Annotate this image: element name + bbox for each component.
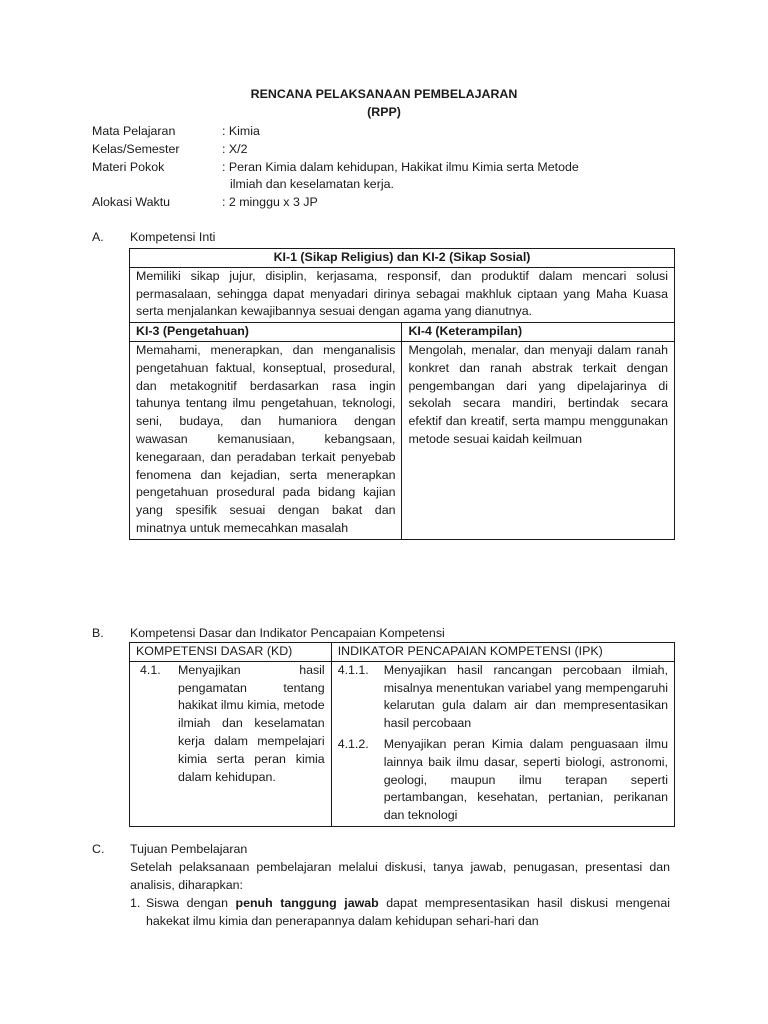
kd-item	[136, 662, 325, 787]
kd-cell	[130, 661, 332, 826]
section-letter: A.	[92, 230, 104, 244]
ki3-text: Memahami, menerapkan, dan menganalisis pengetahuan faktual, konseptual, prosedural, dan metakognitif berdasarkan rasa ingin tahunya tentang ilmu pengetahuan, teknologi, seni, budaya, dan humaniora dengan wawasan kemanusiaan, kebangsaan, kenegaraan, dan peradaban terkait penyebab fenomena dan kejadian, serta menerapkan pengetahuan prosedural pada bidang kajian yang spesifik sesuai dengan bakat dan minatnya untuk memecahkan masalah	[130, 341, 402, 539]
section-title: Tujuan Pembelajaran	[130, 842, 248, 856]
info-value: : 2 minggu x 3 JP	[222, 195, 318, 210]
ipk-text: Menyajikan peran Kimia dalam penguasaan ilmu lainnya baik ilmu dasar, seperti biologi, astronomi, geologi, maupun ilmu terapan seperti pertambangan, kesehatan, pertanian, perikanan dan teknologi	[383, 736, 668, 823]
ipk-text: Menyajikan hasil rancangan percobaan ilmiah, misalnya menentukan variabel yang mempengaruhi kelarutan gula dalam air dan mempresentasikan hasil percobaan	[383, 662, 668, 731]
kd-ipk-table	[129, 642, 675, 827]
ki12-header: KI-1 (Sikap Religius) dan KI-2 (Sikap Sosial)	[130, 249, 675, 268]
info-value: : Kimia	[222, 124, 260, 138]
info-row-class	[92, 141, 676, 159]
ipk-number: 4.1.1.	[337, 662, 369, 677]
section-c-intro: Setelah pelaksanaan pembelajaran melalui diskusi, tanya jawab, penugasan, presentasi dan analisis, diharapkan:	[130, 860, 670, 892]
info-row-subject	[92, 123, 676, 141]
objective-text	[146, 895, 670, 931]
kd-number: 4.1.	[140, 662, 161, 677]
kd-header: KOMPETENSI DASAR (KD)	[130, 643, 332, 662]
ki3-header: KI-3 (Pengetahuan)	[130, 323, 402, 342]
ipk-cell	[331, 661, 674, 826]
info-row-topic	[92, 159, 676, 177]
info-label: Materi Pokok	[92, 159, 165, 174]
info-value: ilmiah dan keselamatan kerja.	[230, 177, 394, 192]
objective-item	[130, 895, 670, 931]
info-label: Mata Pelajaran	[92, 124, 176, 138]
section-a-heading	[92, 229, 676, 247]
ipk-number: 4.1.2.	[337, 736, 369, 751]
info-block	[92, 123, 676, 212]
ki4-header: KI-4 (Keterampilan)	[402, 323, 675, 342]
info-row-time	[92, 194, 676, 212]
ipk-item	[338, 736, 668, 825]
info-value: : X/2	[222, 141, 248, 156]
objective-number: 1.	[130, 896, 141, 910]
section-letter: C.	[92, 842, 105, 856]
kd-text: Menyajikan hasil pengamatan tentang hakikat ilmu kimia, metode ilmiah dan keselamatan kerja dalam mempelajari kimia serta peran kimia dalam kehidupan.	[178, 662, 325, 784]
info-value: : Peran Kimia dalam kehidupan, Hakikat ilmu Kimia serta Metode	[222, 159, 579, 174]
section-title: Kompetensi Dasar dan Indikator Pencapaian Kompetensi	[130, 626, 445, 640]
section-c-heading	[92, 841, 676, 859]
document-subtitle: (RPP)	[367, 105, 401, 119]
objective-emphasis: penuh tanggung jawab	[235, 896, 379, 910]
section-b-heading	[92, 625, 676, 643]
objective-text-rest: dapat mempresentasikan hasil diskusi mengenai hakekat ilmu kimia dan penerapannya dalam kehidupan sehari-hari dan	[146, 896, 670, 928]
section-title: Kompetensi Inti	[130, 230, 216, 244]
ki4-text: Mengolah, menalar, dan menyaji dalam ranah konkret dan ranah abstrak terkait dengan pengembangan dari yang dipelajarinya di sekolah secara mandiri, bertindak secara efektif dan kreatif, serta mampu menggunakan metode sesuai kaidah keilmuan	[402, 341, 675, 539]
info-label: Kelas/Semester	[92, 141, 180, 156]
ipk-item	[338, 662, 668, 733]
info-label: Alokasi Waktu	[92, 195, 171, 210]
ipk-header: INDIKATOR PENCAPAIAN KOMPETENSI (IPK)	[331, 643, 674, 662]
ki12-text: Memiliki sikap jujur, disiplin, kerjasama, responsif, dan produktif dalam mencari solusi permasalaan, sehingga dapat menyadari dirinya sebagai makhluk ciptaan yang Maha Kuasa serta menjalankan kewajibannya sesuai dengan agama yang dianutnya.	[130, 267, 675, 322]
info-value-continued	[92, 176, 676, 194]
objective-text-start: Siswa dengan	[146, 896, 236, 910]
ki-table	[129, 248, 675, 540]
section-letter: B.	[92, 626, 104, 640]
document-title: RENCANA PELAKSANAAN PEMBELAJARAN	[250, 87, 518, 101]
